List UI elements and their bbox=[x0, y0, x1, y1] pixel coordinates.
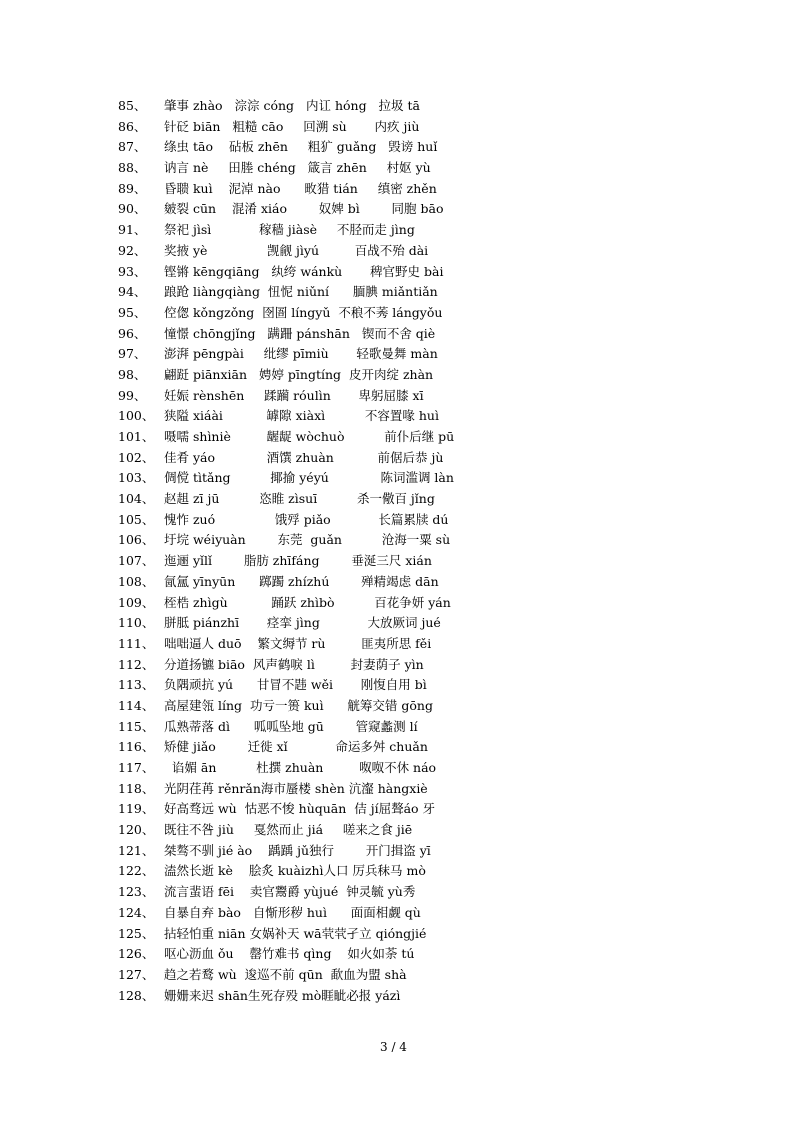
item-text: 针砭 biān 粗糙 cāo 回溯 sù 内疚 jiù bbox=[164, 118, 420, 134]
item-text: 倥偬 kǒngzǒng 囹圄 língyǔ 不稂不莠 lángyǒu bbox=[164, 304, 443, 320]
item-text: 倜傥 tìtǎng 揶揄 yéyú 陈词滥调 làn bbox=[164, 470, 454, 486]
list-item bbox=[118, 199, 778, 220]
item-number: 117、 bbox=[118, 760, 155, 775]
item-text: 溘然长逝 kè 脍炙 kuàizhì人口 厉兵秣马 mò bbox=[164, 863, 426, 879]
item-text: 澎湃 pēngpài 纰缪 pīmiù 轻歌曼舞 màn bbox=[164, 346, 438, 362]
list-item bbox=[118, 530, 778, 551]
item-text: 铿锵 kēngqiāng 纨绔 wánkù 稗官野史 bài bbox=[164, 263, 444, 279]
item-number: 126、 bbox=[118, 946, 155, 962]
item-text: 绦虫 tāo 砧板 zhēn 粗犷 guǎng 毁谤 huǐ bbox=[164, 139, 438, 155]
list-item bbox=[118, 241, 778, 262]
item-number: 107、 bbox=[118, 553, 155, 569]
list-item bbox=[118, 489, 778, 510]
item-text: 踉跄 liàngqiàng 忸怩 niǔní 腼腆 miǎntiǎn bbox=[164, 284, 438, 300]
list-item bbox=[118, 262, 778, 283]
list-item bbox=[118, 944, 778, 965]
item-text: 自暴自弃 bào 自惭形秽 huì 面面相觑 qù bbox=[164, 904, 421, 920]
list-item bbox=[118, 986, 778, 1007]
item-number: 101、 bbox=[118, 429, 155, 444]
item-text: 既往不咎 jiù 戛然而止 jiá 嗟来之食 jiē bbox=[164, 822, 413, 838]
list-item bbox=[118, 468, 778, 489]
list-item bbox=[118, 882, 778, 903]
item-text: 胼胝 piánzhī 痉挛 jìng 大放厥词 jué bbox=[164, 615, 441, 631]
item-text: 肇事 zhào 淙淙 cóng 内讧 hóng 拉圾 tā bbox=[164, 98, 420, 113]
item-number: 97、 bbox=[118, 346, 147, 362]
item-text: 矫健 jiǎo 迁徙 xǐ 命运多舛 chuǎn bbox=[164, 739, 428, 755]
item-text: 氤氲 yīnyūn 踯躅 zhízhú 殚精竭虑 dān bbox=[164, 573, 439, 589]
item-number: 110、 bbox=[118, 615, 155, 631]
item-number: 106、 bbox=[118, 532, 155, 548]
item-number: 108、 bbox=[118, 573, 155, 589]
item-text: 迤逦 yǐlǐ 脂肪 zhīfáng 垂涎三尺 xián bbox=[164, 553, 432, 569]
item-text: 桀骜不驯 jié ào 踽踽 jǔ独行 开门揖盗 yī bbox=[164, 842, 431, 858]
list-item bbox=[118, 613, 778, 634]
item-text: 祭祀 jìsì 稼穑 jiàsè 不胫而走 jìng bbox=[164, 222, 415, 238]
list-item bbox=[118, 117, 778, 138]
list-item bbox=[118, 717, 778, 738]
item-number: 100、 bbox=[118, 408, 155, 424]
item-text: 皴裂 cūn 混淆 xiáo 奴婢 bì 同胞 bāo bbox=[164, 201, 444, 217]
item-number: 103、 bbox=[118, 470, 155, 486]
list-item bbox=[118, 820, 778, 841]
item-text: 姗姗来迟 shān生死存殁 mò睚眦必报 yázì bbox=[164, 987, 401, 1003]
item-number: 123、 bbox=[118, 884, 155, 900]
item-number: 99、 bbox=[118, 387, 147, 403]
item-number: 120、 bbox=[118, 822, 155, 838]
item-text: 高屋建瓴 líng 功亏一篑 kuì 觥筹交错 gōng bbox=[164, 697, 433, 713]
list-item bbox=[118, 427, 778, 448]
list-item bbox=[118, 158, 778, 179]
list-item bbox=[118, 593, 778, 614]
item-text: 拈轻怕重 niān 女娲补天 wā茕茕孑立 qióngjié bbox=[164, 925, 427, 941]
item-number: 109、 bbox=[118, 594, 155, 610]
page-number: 3 / 4 bbox=[380, 1040, 407, 1054]
item-number: 124、 bbox=[118, 904, 155, 920]
item-number: 105、 bbox=[118, 511, 155, 527]
item-text: 流言蜚语 fēi 卖官鬻爵 yùjué 钟灵毓 yù秀 bbox=[164, 884, 416, 900]
item-text: 妊娠 rènshēn 蹂躏 róulìn 卑躬屈膝 xī bbox=[164, 387, 424, 403]
item-number: 98、 bbox=[118, 366, 147, 382]
pinyin-list bbox=[118, 96, 778, 1006]
item-text: 呕心沥血 ǒu 罄竹难书 qìng 如火如荼 tú bbox=[164, 946, 415, 962]
list-item bbox=[118, 365, 778, 386]
item-text: 奖掖 yè 觊觎 jìyú 百战不殆 dài bbox=[164, 242, 429, 258]
list-item bbox=[118, 861, 778, 882]
item-number: 121、 bbox=[118, 842, 155, 858]
item-number: 122、 bbox=[118, 863, 155, 879]
item-number: 96、 bbox=[118, 325, 147, 341]
item-number: 125、 bbox=[118, 925, 155, 941]
list-item bbox=[118, 179, 778, 200]
list-item bbox=[118, 406, 778, 427]
item-text: 嗫嚅 shìniè 龌龊 wòchuò 前仆后继 pū bbox=[164, 429, 455, 444]
list-item bbox=[118, 282, 778, 303]
item-number: 113、 bbox=[118, 677, 155, 693]
item-number: 102、 bbox=[118, 449, 155, 465]
item-text: 好高骛远 wù 怙恶不悛 hùquān 佶 jí屈聱áo 牙 bbox=[164, 801, 436, 817]
list-item bbox=[118, 799, 778, 820]
item-number: 111、 bbox=[118, 635, 155, 651]
item-text: 趋之若鹜 wù 逡巡不前 qūn 歃血为盟 shà bbox=[164, 966, 407, 982]
item-text: 狭隘 xiáài 罅隙 xiàxì 不容置喙 huì bbox=[164, 408, 439, 424]
list-item bbox=[118, 841, 778, 862]
list-item bbox=[118, 965, 778, 986]
list-item bbox=[118, 344, 778, 365]
item-number: 94、 bbox=[118, 284, 147, 300]
item-text: 谄媚 ān 杜撰 zhuàn 呶呶不休 náo bbox=[164, 760, 437, 775]
item-number: 90、 bbox=[118, 201, 147, 217]
list-item bbox=[118, 675, 778, 696]
item-number: 89、 bbox=[118, 180, 147, 196]
list-item bbox=[118, 634, 778, 655]
list-item bbox=[118, 779, 778, 800]
item-number: 114、 bbox=[118, 697, 155, 713]
item-text: 翩跹 piānxiān 娉婷 pīngtíng 皮开肉绽 zhàn bbox=[164, 366, 434, 382]
item-text: 桎梏 zhìgù 踊跃 zhìbò 百花争妍 yán bbox=[164, 594, 451, 610]
item-text: 昏聩 kuì 泥淖 nào 畋猎 tián 缜密 zhěn bbox=[164, 180, 437, 196]
list-item bbox=[118, 903, 778, 924]
item-text: 赵趄 zī jū 恣睢 zìsuī 杀一儆百 jǐng bbox=[164, 491, 435, 507]
list-item bbox=[118, 510, 778, 531]
list-item bbox=[118, 448, 778, 469]
list-item bbox=[118, 303, 778, 324]
item-number: 119、 bbox=[118, 801, 155, 817]
item-number: 85、 bbox=[118, 98, 147, 113]
item-text: 分道扬镳 biāo 风声鹤唳 lì 封妻荫子 yìn bbox=[164, 656, 424, 672]
list-item bbox=[118, 220, 778, 241]
item-text: 光阴荏苒 rěnrǎn海市蜃楼 shèn 沆瀣 hàngxiè bbox=[164, 780, 428, 796]
item-number: 88、 bbox=[118, 160, 147, 176]
list-item bbox=[118, 924, 778, 945]
item-number: 104、 bbox=[118, 491, 155, 507]
item-number: 112、 bbox=[118, 656, 155, 672]
list-item bbox=[118, 696, 778, 717]
list-item bbox=[118, 324, 778, 345]
item-text: 佳肴 yáo 酒馔 zhuàn 前倨后恭 jù bbox=[164, 449, 444, 465]
item-text: 圩垸 wéiyuàn 东莞 guǎn 沧海一粟 sù bbox=[164, 532, 451, 548]
item-text: 咄咄逼人 duō 繁文缛节 rù 匪夷所思 fěi bbox=[164, 635, 432, 651]
item-number: 127、 bbox=[118, 966, 155, 982]
item-number: 92、 bbox=[118, 242, 147, 258]
item-number: 116、 bbox=[118, 739, 155, 755]
list-item bbox=[118, 137, 778, 158]
list-item bbox=[118, 737, 778, 758]
list-item bbox=[118, 96, 778, 117]
item-number: 115、 bbox=[118, 718, 155, 734]
item-number: 118、 bbox=[118, 780, 155, 796]
item-text: 负隅顽抗 yú 甘冒不韪 wěi 刚愎自用 bì bbox=[164, 677, 427, 693]
item-text: 愧怍 zuó 饿殍 piǎo 长篇累牍 dú bbox=[164, 511, 449, 527]
item-text: 憧憬 chōngjǐng 蹒跚 pánshān 锲而不舍 qiè bbox=[164, 325, 436, 341]
list-item bbox=[118, 655, 778, 676]
item-number: 87、 bbox=[118, 139, 147, 155]
item-number: 93、 bbox=[118, 263, 147, 279]
list-item bbox=[118, 551, 778, 572]
item-number: 86、 bbox=[118, 118, 147, 134]
item-text: 瓜熟蒂落 dì 呱呱坠地 gū 管窥蠡测 lí bbox=[164, 718, 418, 734]
list-item bbox=[118, 386, 778, 407]
list-item bbox=[118, 572, 778, 593]
item-number: 91、 bbox=[118, 222, 147, 238]
list-item bbox=[118, 758, 778, 779]
item-number: 95、 bbox=[118, 304, 147, 320]
item-number: 128、 bbox=[118, 987, 155, 1003]
item-text: 讷言 nè 田塍 chéng 箴言 zhēn 村妪 yù bbox=[164, 160, 431, 176]
